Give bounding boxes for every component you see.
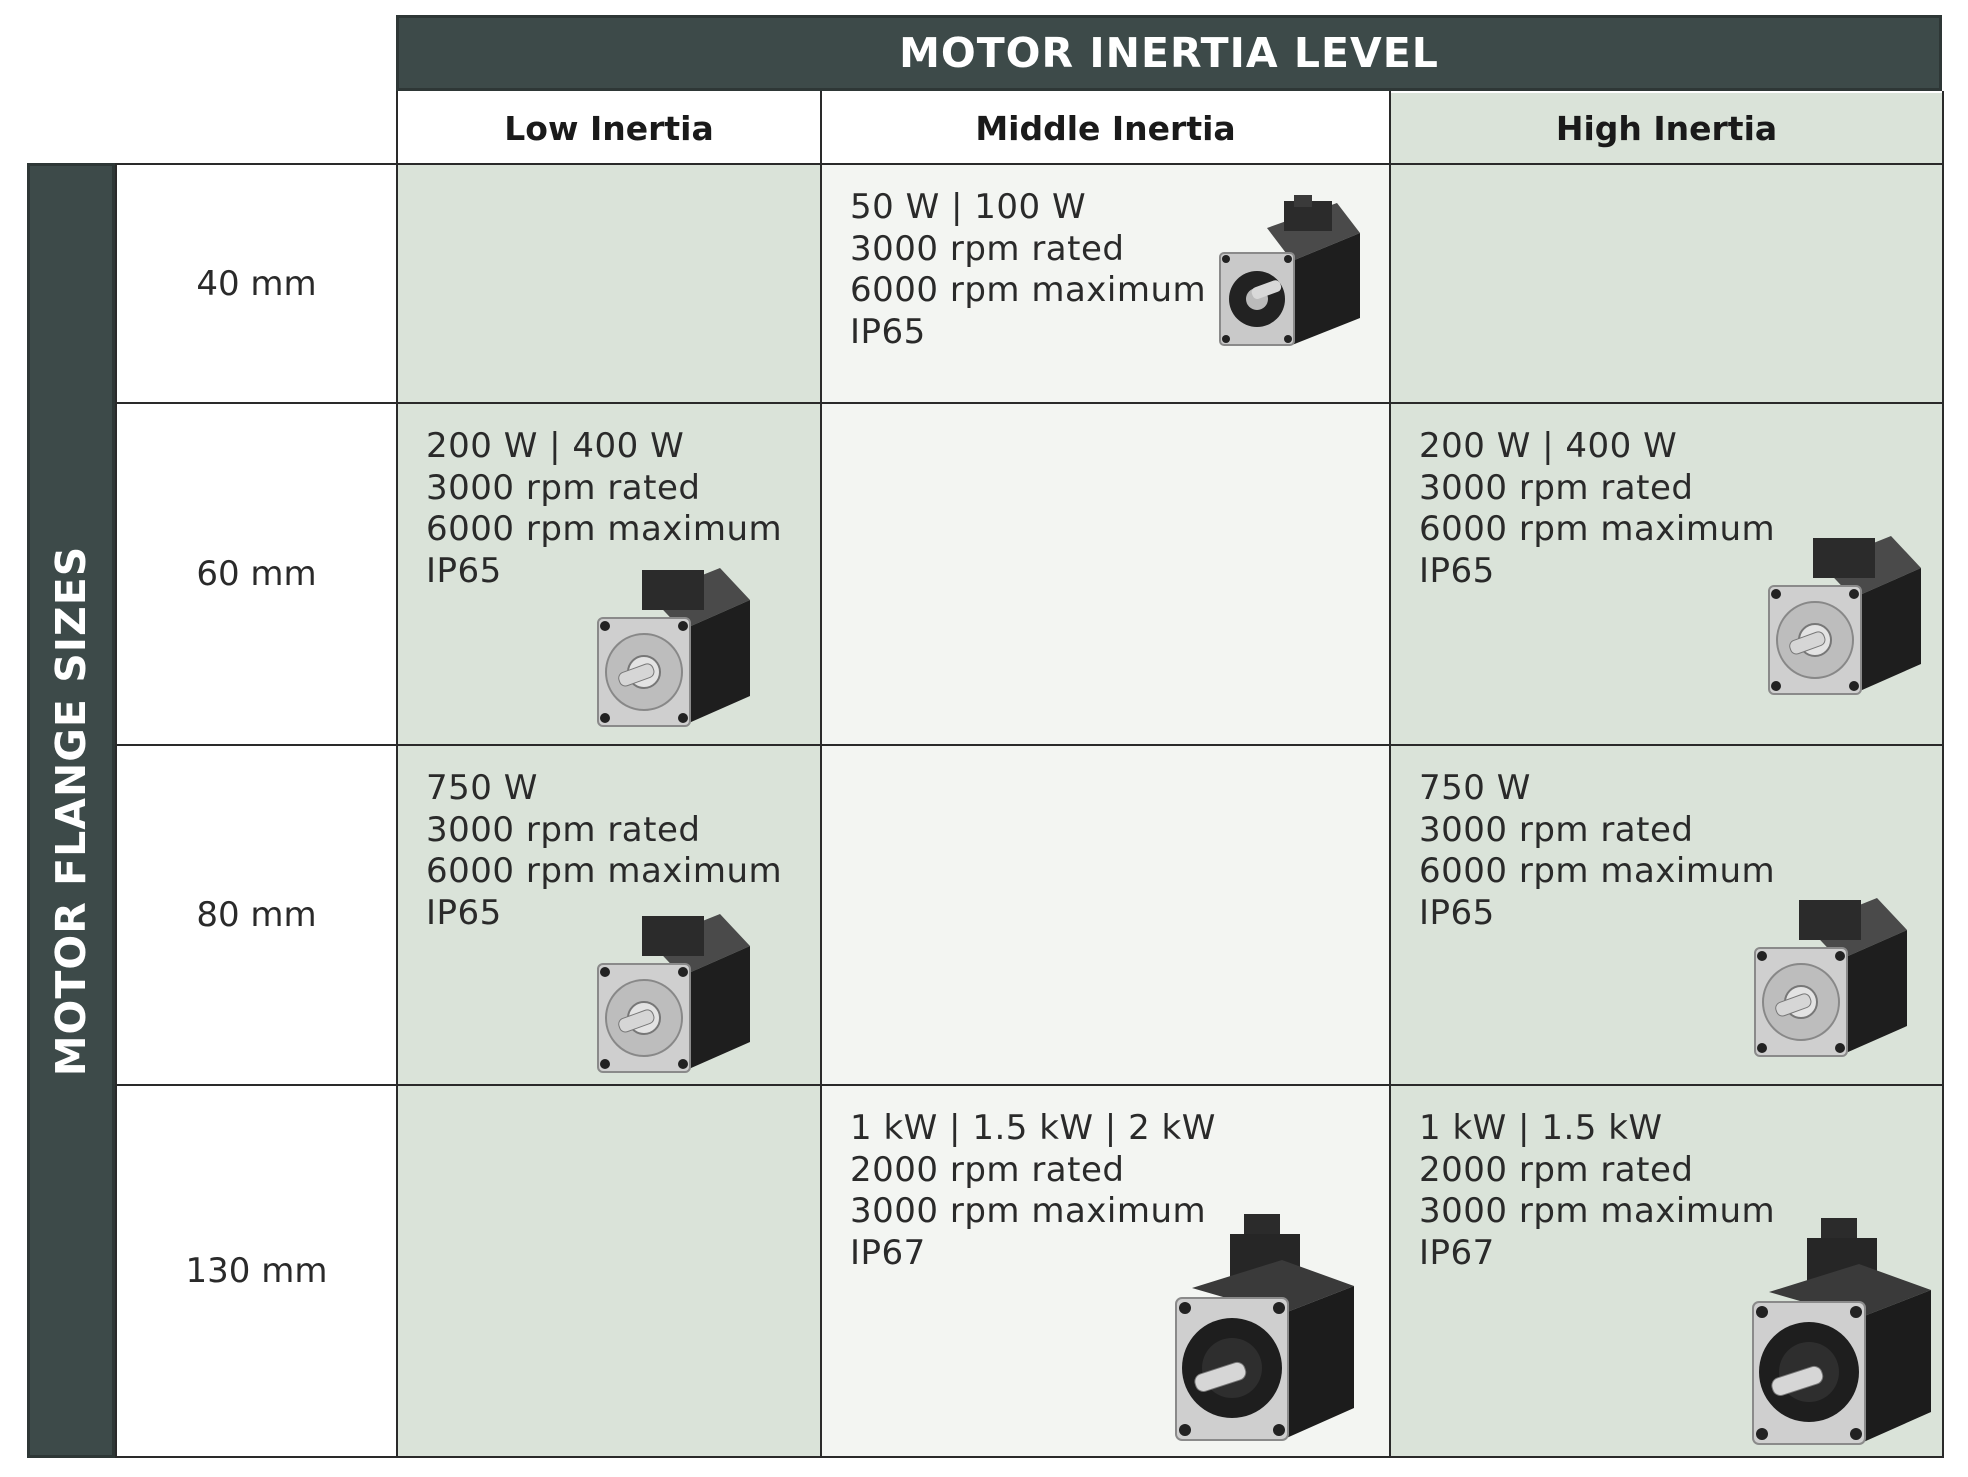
spec-text: 200 W | 400 W 3000 rpm rated 6000 rpm maximum IP65 [1419,426,1776,591]
header-title: MOTOR INERTIA LEVEL [899,29,1439,77]
grid-line [115,744,1944,746]
large-servo-motor-image [1749,1212,1939,1452]
cell-60mm-middle [822,404,1389,744]
cell-80mm-high [1391,746,1942,1084]
cell-80mm-low [398,746,820,1084]
cell-40mm-middle [822,165,1389,402]
servo-motor-image [1747,886,1917,1061]
spec-text: 750 W 3000 rpm rated 6000 rpm maximum IP65 [1419,768,1776,933]
cell-60mm-low [398,404,820,744]
spec-text: 200 W | 400 W 3000 rpm rated 6000 rpm maximum IP65 [426,426,783,591]
grid-line [820,91,822,1458]
cell-130mm-low [398,1086,820,1456]
cell-60mm-high [1391,404,1942,744]
grid-line [115,402,1944,404]
small-servo-motor-image [1212,193,1372,353]
row-header-60mm: 60 mm [117,404,396,744]
servo-motor-image [1761,524,1931,699]
row-header-80mm: 80 mm [117,746,396,1084]
grid-line [115,1084,1944,1086]
grid-line [115,1456,1944,1458]
cell-80mm-middle [822,746,1389,1084]
col-header-middle-inertia: Middle Inertia [822,93,1389,163]
cell-40mm-high [1391,165,1942,402]
spec-text: 750 W 3000 rpm rated 6000 rpm maximum IP65 [426,768,783,933]
col-header-high-inertia: High Inertia [1391,93,1942,163]
large-servo-motor-image [1172,1208,1362,1448]
grid-line [115,163,1944,165]
row-header-130mm: 130 mm [117,1086,396,1456]
grid-line [115,163,117,1458]
motor-flange-sizes-label [27,163,115,1458]
spec-text: 50 W | 100 W 3000 rpm rated 6000 rpm maximum IP65 [850,187,1207,352]
grid-line [396,91,398,1458]
cell-130mm-middle [822,1086,1389,1456]
grid-line [1942,91,1944,1458]
motor-inertia-level-header [396,15,1942,91]
servo-motor-image [590,556,760,731]
spec-text: 1 kW | 1.5 kW 2000 rpm rated 3000 rpm maximum IP67 [1419,1108,1776,1273]
cell-40mm-low [398,165,820,402]
servo-motor-image [590,902,760,1077]
cell-130mm-high [1391,1086,1942,1456]
col-header-low-inertia: Low Inertia [398,93,820,163]
grid-line [1389,91,1391,1458]
spec-text: 1 kW | 1.5 kW | 2 kW 2000 rpm rated 3000 rpm maximum IP67 [850,1108,1216,1273]
row-header-40mm: 40 mm [117,165,396,402]
side-title: MOTOR FLANGE SIZES [47,545,95,1076]
